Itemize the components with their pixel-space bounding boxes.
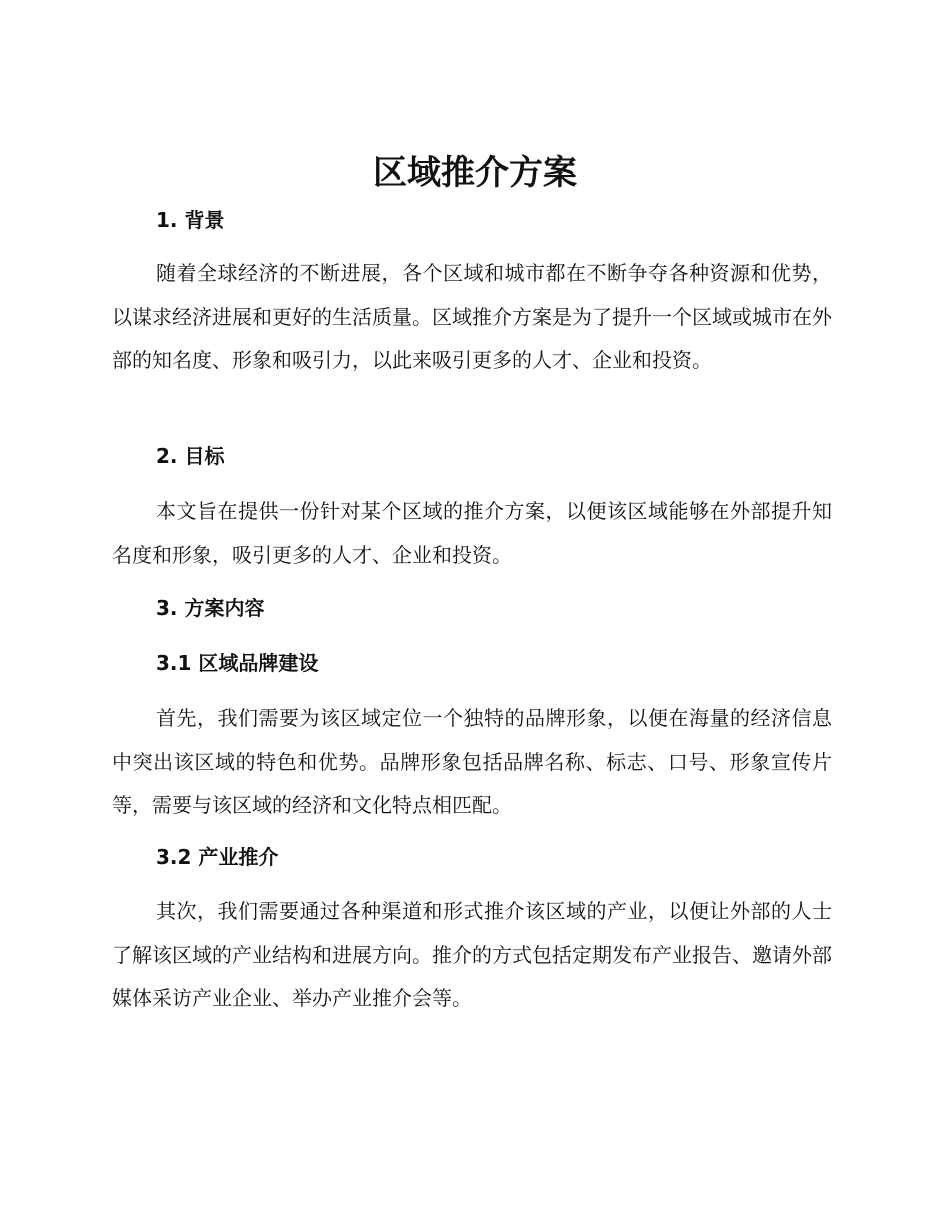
section-paragraph-brand-building: 首先，我们需要为该区域定位一个独特的品牌形象，以便在海量的经济信息中突出该区域的特色和优势。品牌形象包括品牌名称、标志、口号、形象宣传片等，需要与该区域的经济和文化特点相匹配。 <box>112 706 832 817</box>
section-heading-plan-content: 3. 方案内容 <box>156 596 265 620</box>
section-heading-background: 1. 背景 <box>156 208 225 232</box>
section-paragraph-goal: 本文旨在提供一份针对某个区域的推介方案，以便该区域能够在外部提升知名度和形象，吸引更多的人才、企业和投资。 <box>112 499 832 567</box>
section-heading-brand-building: 3.1 区域品牌建设 <box>156 651 319 675</box>
section-heading-goal: 2. 目标 <box>156 444 225 468</box>
section-paragraph-industry-promotion: 其次，我们需要通过各种渠道和形式推介该区域的产业，以便让外部的人士了解该区域的产业结构和进展方向。推介的方式包括定期发布产业报告、邀请外部媒体采访产业企业、举办产业推介会等。 <box>112 899 832 1010</box>
document-title: 区域推介方案 <box>373 153 577 193</box>
section-heading-industry-promotion: 3.2 产业推介 <box>156 845 279 869</box>
section-paragraph-background: 随着全球经济的不断进展，各个区域和城市都在不断争夺各种资源和优势，以谋求经济进展和更好的生活质量。区域推介方案是为了提升一个区域或城市在外部的知名度、形象和吸引力，以此来吸引更多的人才、企业和投资。 <box>112 261 832 372</box>
